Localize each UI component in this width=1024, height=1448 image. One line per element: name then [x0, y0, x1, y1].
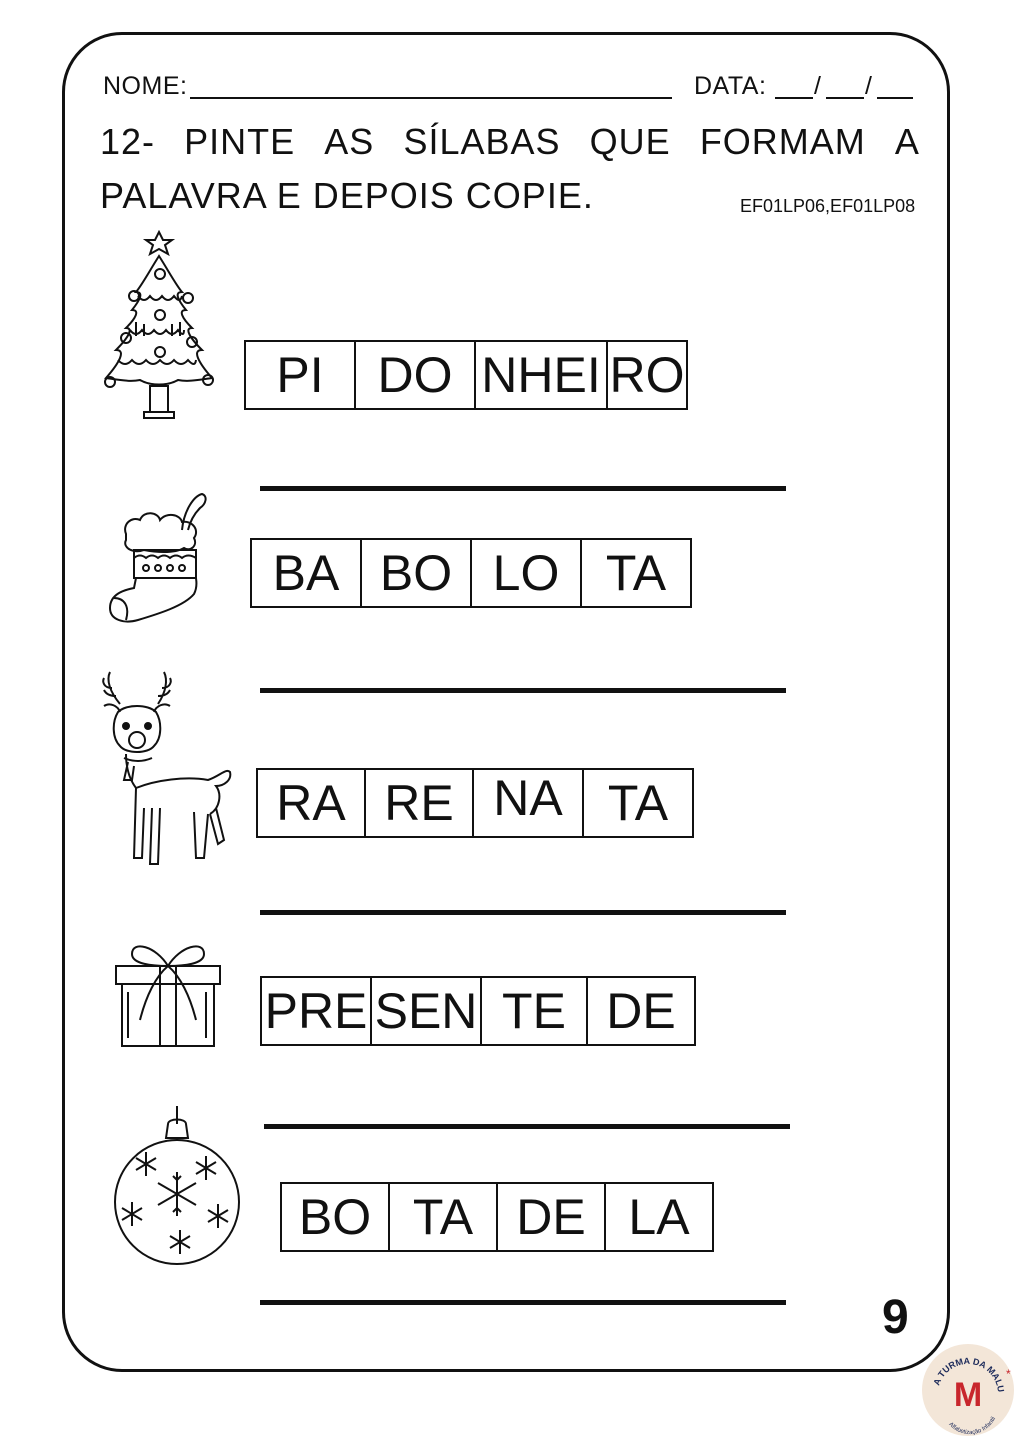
copy-line[interactable] [260, 486, 786, 491]
syllable-box[interactable]: LA [604, 1182, 714, 1252]
instruction-word: PINTE [184, 121, 296, 162]
syllable-box[interactable]: PI [244, 340, 356, 410]
svg-text:*: * [1006, 1367, 1011, 1381]
name-field-line [190, 97, 672, 99]
page-number: 9 [882, 1291, 909, 1344]
syllable-box[interactable]: LO [470, 538, 582, 608]
syllable-box[interactable]: TA [580, 538, 692, 608]
instruction-word: SÍLABAS [403, 121, 561, 162]
instruction-word: QUE [589, 121, 671, 162]
syllable-box[interactable]: RE [364, 768, 474, 838]
syllable-row [280, 1182, 714, 1252]
christmas-ornament-icon [110, 1104, 244, 1268]
instruction-word: AS [324, 121, 375, 162]
syllable-box[interactable]: NA [472, 768, 584, 838]
date-year-line [877, 97, 913, 99]
instruction-line-1 [100, 115, 920, 169]
skill-codes: EF01LP06,EF01LP08 [740, 196, 916, 216]
instruction-word: FORMAM [699, 121, 866, 162]
copy-line[interactable] [260, 1300, 786, 1305]
svg-text:M: M [953, 1376, 983, 1414]
copy-line[interactable] [260, 910, 786, 915]
syllable-box[interactable]: DO [354, 340, 476, 410]
date-month-line [826, 97, 864, 99]
syllable-box[interactable]: DE [586, 976, 696, 1046]
syllable-box[interactable]: TA [582, 768, 694, 838]
syllable-row [256, 768, 694, 838]
syllable-row [250, 538, 692, 608]
copy-line[interactable] [260, 688, 786, 693]
syllable-row [260, 976, 696, 1046]
instruction-line-2: PALAVRA E DEPOIS COPIE. [100, 175, 594, 216]
date-separator: / [865, 72, 873, 100]
christmas-tree-icon [100, 230, 218, 448]
turma-da-malu-logo [920, 1342, 1016, 1438]
syllable-box[interactable]: BO [280, 1182, 390, 1252]
christmas-stocking-icon [104, 490, 212, 626]
syllable-box[interactable]: SEN [370, 976, 482, 1046]
name-label: NOME: [103, 72, 188, 100]
syllable-box[interactable]: BA [250, 538, 362, 608]
syllable-row [244, 340, 688, 410]
syllable-box[interactable]: RA [256, 768, 366, 838]
copy-line[interactable] [264, 1124, 790, 1129]
instruction-word: A [894, 121, 920, 162]
syllable-box[interactable]: TA [388, 1182, 498, 1252]
syllable-box[interactable]: PRE [260, 976, 372, 1046]
syllable-box[interactable]: NHEI [474, 340, 608, 410]
syllable-box[interactable]: RO [606, 340, 688, 410]
syllable-box[interactable]: TE [480, 976, 588, 1046]
reindeer-icon [96, 668, 236, 868]
date-separator: / [814, 72, 822, 100]
date-day-line [775, 97, 813, 99]
syllable-box[interactable]: DE [496, 1182, 606, 1252]
svg-text:Alfabetização Infantil: Alfabetização Infantil [947, 1416, 998, 1437]
syllable-box[interactable]: BO [360, 538, 472, 608]
svg-text:A TURMA DA MALU: A TURMA DA MALU [931, 1355, 1007, 1393]
date-label: DATA: [694, 72, 767, 100]
gift-box-icon [112, 936, 224, 1048]
instruction-word: 12- [100, 121, 156, 162]
